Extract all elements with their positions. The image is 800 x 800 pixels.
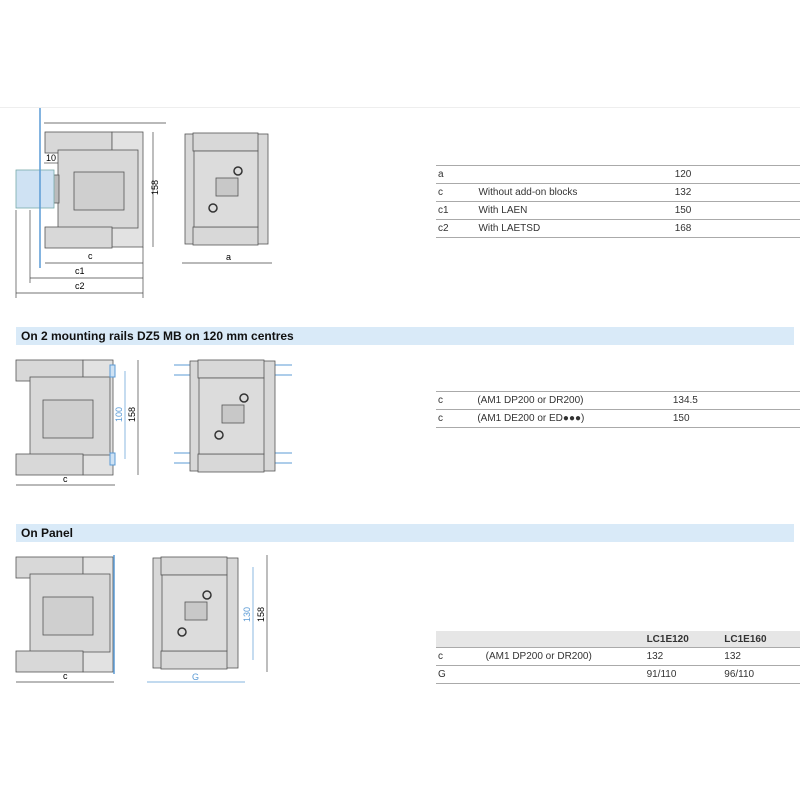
dim-c: c — [63, 671, 68, 681]
table-row: c Without add-on blocks 132 — [436, 184, 800, 202]
table-row: c (AM1 DP200 or DR200) 132 132 — [436, 648, 800, 666]
panel-side-drawing — [10, 552, 130, 687]
dim-c: c — [63, 474, 68, 484]
panel-front-drawing — [145, 552, 275, 687]
table-header-row: LC1E120 LC1E160 — [436, 631, 800, 648]
table-row: c2 With LAETSD 168 — [436, 220, 800, 238]
dim-offset: 10 — [46, 153, 57, 163]
dim-hole-spacing: 130 — [242, 606, 252, 622]
table-row: c1 With LAEN 150 — [436, 202, 800, 220]
side-view-drawing — [0, 100, 175, 305]
dim-c1: c1 — [75, 266, 85, 276]
spec-table-rails — [436, 391, 800, 428]
dim-height: 158 — [127, 406, 137, 422]
rails-front-drawing — [172, 355, 297, 480]
spec-table-panel — [436, 631, 800, 684]
dim-c2: c2 — [75, 281, 85, 291]
table-row: c (AM1 DE200 or ED●●●) 150 — [436, 410, 800, 428]
table-row: G 91/110 96/110 — [436, 666, 800, 684]
table-row: a 120 — [436, 166, 800, 184]
dim-height: 158 — [256, 606, 266, 622]
dim-c: c — [88, 251, 93, 261]
section-title-rails: On 2 mounting rails DZ5 MB on 120 mm centres — [16, 327, 794, 345]
section-title-panel: On Panel — [16, 524, 794, 542]
table-row: c (AM1 DP200 or DR200) 134.5 — [436, 392, 800, 410]
dim-g: G — [192, 672, 200, 682]
dim-height: 158 — [150, 179, 160, 195]
rails-side-drawing — [10, 355, 150, 495]
dim-rail-spacing: 100 — [114, 406, 124, 422]
front-view-drawing — [178, 128, 278, 268]
spec-table-top — [436, 165, 800, 238]
dim-a: a — [226, 252, 232, 262]
